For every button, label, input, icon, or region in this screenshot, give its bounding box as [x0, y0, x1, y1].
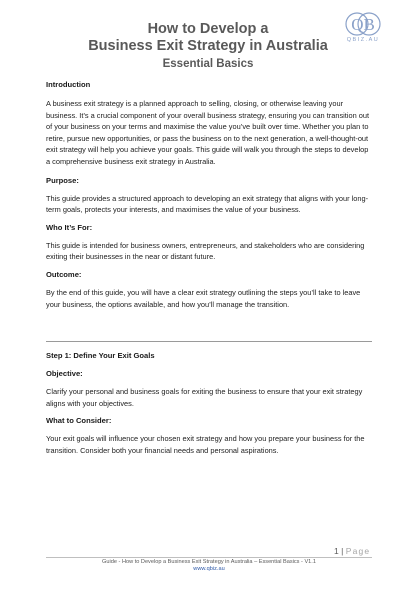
document-subtitle: Essential Basics	[162, 58, 254, 70]
purpose-heading: Purpose:	[46, 175, 79, 185]
footer-guide-text: Guide - How to Develop a Business Exit Strategy in Australia – Essential Basics - V1.1	[102, 559, 316, 565]
step1-heading: Step 1: Define Your Exit Goals	[46, 351, 155, 360]
consider-heading: What to Consider:	[46, 416, 112, 426]
document-title-line-2: Business Exit Strategy in Australia	[88, 38, 328, 54]
document-body	[46, 80, 372, 310]
page-number-value: 1	[334, 546, 339, 556]
audience-heading: Who It’s For:	[46, 222, 93, 232]
page-label: Page	[345, 546, 371, 556]
logo-text: QBIZ.AU	[346, 37, 380, 43]
consider-text: Your exit goals will influence your chosen exit strategy and how you prepare your business for the transition. Consider both your financial needs and personal aspirations.	[46, 434, 365, 455]
intro-heading: Introduction	[46, 80, 91, 89]
logo-mark: QB	[351, 15, 375, 34]
objective-text: Clarify your personal and business goals for exiting the business to ensure that your exit strategy aligns with your objectives.	[46, 387, 363, 408]
page-number-separator: |	[341, 546, 344, 556]
outcome-heading: Outcome:	[46, 269, 82, 279]
document-title-line-1: How to Develop a	[147, 21, 269, 37]
footer-divider	[46, 557, 372, 558]
outcome-text: By the end of this guide, you will have a clear exit strategy outlining the steps you’ll take to leave your business, the options available, and how you’ll manage the transition.	[46, 287, 361, 309]
objective-heading: Objective:	[46, 369, 83, 378]
page-number	[334, 546, 370, 556]
audience-text: This guide is intended for business owners, entrepreneurs, and stakeholders who are considering exiting their businesses in the near or distant future.	[46, 240, 365, 262]
intro-text: A business exit strategy is a planned approach to selling, closing, or otherwise leaving your business. It’s a crucial component of your overall business strategy, ensuring you can transition out of your business on your terms and maximise the value you’ve built over time. Whether you plan to retire, pursue new opportunities, or pass the business on to the next generation, a well-thought-out exit strategy will help you achieve your goals. This guide will walk you through the steps to develop a comprehensive business exit strategy in Australia.	[46, 99, 370, 166]
qbiz-logo	[338, 9, 388, 49]
footer-url-link[interactable]: www.qbiz.au	[193, 566, 225, 572]
step1-section	[46, 351, 372, 456]
purpose-text: This guide provides a structured approach to developing an exit strategy that aligns with your long-term goals, protects your interests, and maximises the value of your business.	[46, 193, 369, 215]
section-divider	[46, 341, 372, 342]
